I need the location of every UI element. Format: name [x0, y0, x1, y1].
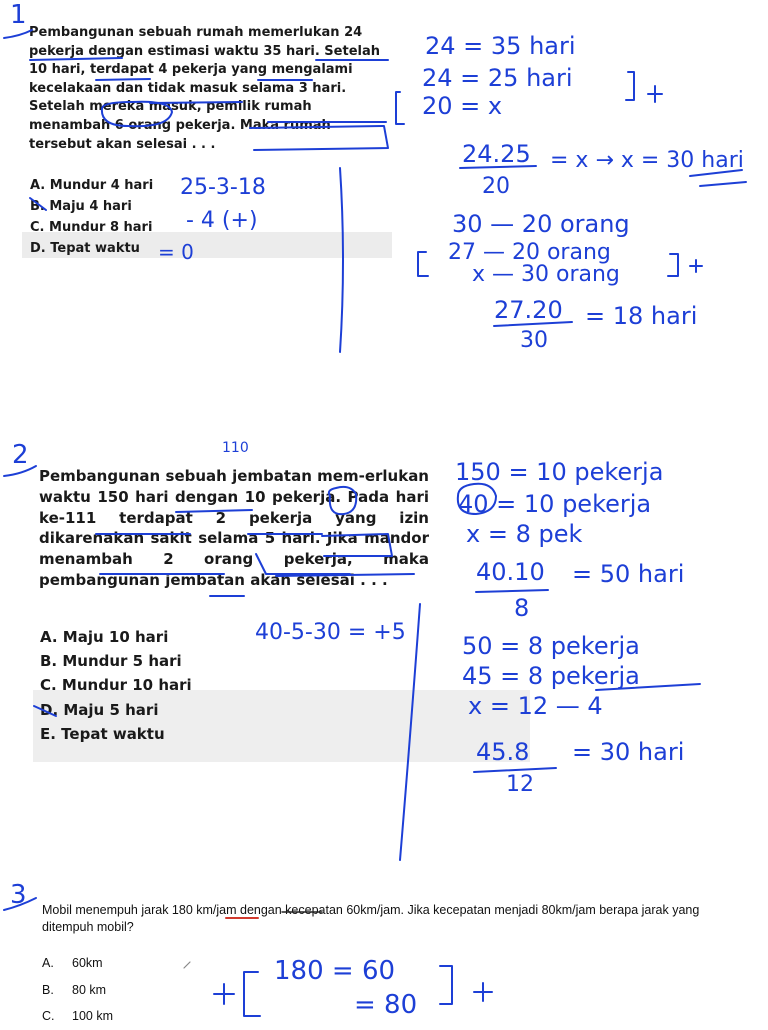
q3-option-c-letter: C. — [42, 1009, 55, 1024]
q1-side-calc-1: 25-3-18 — [180, 175, 266, 200]
q2-work-fraction-den-1: 8 — [514, 594, 530, 622]
q2-work-line-2: 40 = 10 pekerja — [458, 490, 652, 518]
q1-number-mark: 1 — [10, 0, 27, 30]
q1-work-fraction-den-1: 20 — [482, 174, 510, 199]
q2-work-result-1: = 50 hari — [572, 560, 685, 588]
q2-work-line-1: 150 = 10 pekerja — [455, 458, 664, 486]
q1-vertical-line — [340, 168, 343, 352]
q3-pencil-dot — [184, 962, 190, 968]
q2-work-fraction-num-1: 40.10 — [476, 558, 545, 586]
q3-option-b-value: 80 km — [72, 982, 107, 997]
q1-work-line-6: x — 30 orang — [472, 262, 620, 287]
q1-work-fraction-num-1: 24.25 — [462, 140, 531, 168]
q1-underline-30-hari-2 — [700, 182, 746, 186]
q3-work-line-2: = 80 — [354, 990, 418, 1020]
q2-question-text: Pembangunan sebuah jembatan mem-erlukan waktu 150 hari dengan 10 pekerja. Pada hari ke-111 terdapat 2 pekerja yang izin dikarenakan sakit selama 5 hari. Jika mandor menambah 2 orang pekerja, maka pembangunan jembatan akan selesai . . . — [39, 467, 429, 589]
q2-work-line-4: 50 = 8 pekerja — [462, 632, 640, 660]
q3-number-mark: 3 — [10, 880, 27, 910]
q2-option-e[interactable]: E. Tepat waktu — [40, 724, 165, 743]
q1-bracket-right — [626, 72, 634, 100]
q3-option-a-letter: A. — [42, 956, 54, 970]
q1-option-c[interactable]: C. Mundur 8 hari — [30, 220, 153, 235]
q1-work-result-1: = x → x = 30 hari — [550, 148, 744, 173]
q1-work-line-3: 20 = x — [422, 92, 503, 120]
q2-note-110: 110 — [222, 440, 249, 456]
q2-work-fraction-num-2: 45.8 — [476, 738, 530, 766]
q1-options — [30, 175, 153, 259]
q1-option-d[interactable]: D. Tepat waktu — [30, 241, 140, 256]
q2-option-c[interactable]: C. Mundur 10 hari — [40, 676, 192, 695]
q2-work-result-2: = 30 hari — [572, 738, 685, 766]
q2-fraction-bar-1 — [476, 590, 548, 592]
q3-question-text: Mobil menempuh jarak 180 km/jam dengan kecepatan 60km/jam. Jika kecepatan menjadi 80km/jam berapa jarak yang ditempuh mobil? — [42, 903, 700, 934]
q2-option-b[interactable]: B. Mundur 5 hari — [40, 652, 182, 671]
q3-option-a[interactable] — [42, 950, 113, 977]
q1-option-b[interactable]: B. Maju 4 hari — [30, 199, 132, 214]
q3-option-a-value: 60km — [72, 956, 103, 970]
q1-plus — [648, 86, 662, 102]
q2-work-line-6: x = 12 — 4 — [468, 692, 603, 720]
q1-work-line-4: 30 — 20 orang — [452, 210, 630, 238]
q2-option-a[interactable]: A. Maju 10 hari — [40, 628, 169, 646]
q1-work-fraction-num-2: 27.20 — [494, 296, 563, 324]
q3-plus-right — [474, 983, 492, 1001]
q3-bracket-right — [440, 966, 452, 1004]
q1-mark-hook — [4, 30, 32, 38]
q2-work-line-3: x = 8 pek — [466, 520, 583, 548]
q1-work-line-1: 24 = 35 hari — [425, 32, 576, 60]
q3-option-c-value: 100 km — [72, 1009, 113, 1024]
q2-option-d[interactable]: D. Maju 5 hari — [40, 700, 159, 719]
q2-work-line-5: 45 = 8 pekerja — [462, 662, 640, 690]
q1-bracket-2-right — [668, 254, 678, 276]
q3-plus-left — [214, 984, 234, 1004]
q3-bracket-left — [244, 972, 260, 1016]
q2-number-mark: 2 — [12, 440, 29, 470]
q1-work-fraction-den-2: 30 — [520, 328, 548, 353]
q2-options — [40, 625, 192, 746]
q1-bracket-left — [396, 92, 404, 124]
q1-question-text: Pembangunan sebuah rumah memerlukan 24 pekerja dengan estimasi waktu 35 hari. Setelah 10 hari, terdapat 4 pekerja yang mengalami kecelakaan dan tidak masuk selama 3 hari. Setelah mereka masuk, pemilik rumah menambah 6 orang pekerja. Maka rumah tersebut akan selesai . . . — [29, 25, 380, 152]
q1-bracket-2-left — [418, 252, 428, 276]
q1-side-calc-3: = 0 — [158, 240, 194, 264]
q3-work-line-1: 180 = 60 — [274, 956, 396, 986]
q2-work-fraction-den-2: 12 — [506, 772, 534, 797]
q1-plus-2 — [690, 260, 702, 272]
q2-side-calc: 40-5-30 = +5 — [255, 620, 406, 645]
q1-side-calc-2: - 4 (+) — [186, 208, 258, 233]
q3-option-c[interactable] — [42, 1003, 113, 1030]
q1-work-line-2: 24 = 25 hari — [422, 64, 573, 92]
q1-work-line-5: 27 — 20 orang — [448, 240, 611, 265]
q1-option-a[interactable]: A. Mundur 4 hari — [30, 178, 154, 193]
q3-option-b[interactable] — [42, 977, 113, 1004]
q1-work-result-2: = 18 hari — [585, 302, 698, 330]
q3-options — [42, 950, 113, 1030]
q3-option-b-letter: B. — [42, 982, 54, 997]
